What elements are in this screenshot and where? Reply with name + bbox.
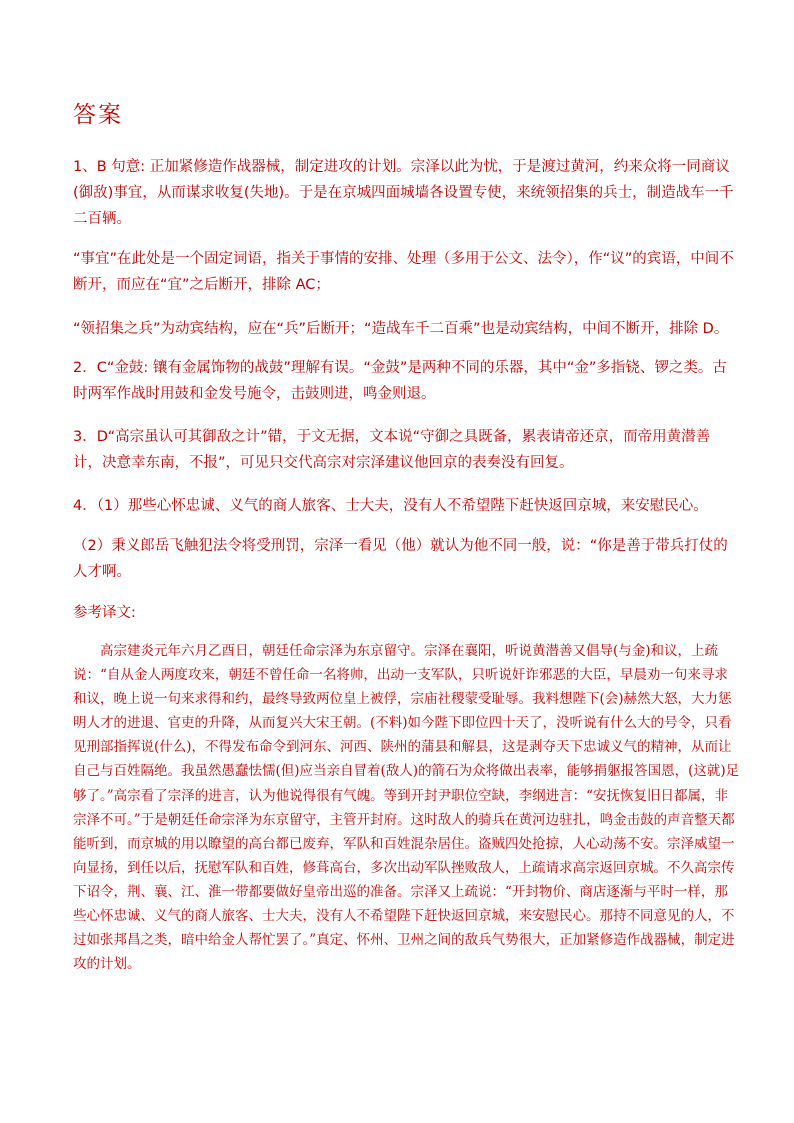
answer-paragraph-2: “事宜”在此处是一个固定词语，指关于事情的安排、处理（多用于公文、法令），作“议”的宾语，中间不断开，而应在“宜”之后断开，排除 AC； — [73, 251, 734, 293]
reference-translation-label: 参考译文: — [73, 605, 136, 621]
answer-paragraph-3: “领招集之兵”为动宾结构，应在“兵”后断开；“造战车千二百乘”也是动宾结构，中间不断开，排除 D。 — [73, 321, 729, 337]
answer-paragraph-7: （2）秉义郎岳飞触犯法令将受刑罚，宗泽一看见（他）就认为他不同一般，说：“你是善于带兵打仗的人才啊。 — [73, 538, 728, 580]
answer-paragraph-4: 2．C“金鼓: 镶有金属饰物的战鼓”理解有误。“金鼓”是两种不同的乐器，其中“金”多指铙、锣之类。古时两军作战时用鼓和金发号施令，击鼓则进，鸣金则退。 — [73, 360, 727, 402]
page-title: 答案 — [73, 102, 123, 128]
answer-paragraph-6: 4．（1）那些心怀忠诚、义气的商人旅客、士大夫，没有人不希望陛下赶快返回京城，来安慰民心。 — [73, 498, 708, 514]
answer-paragraph-5: 3．D“高宗虽认可其御敌之计”错，于文无据，文本说“守御之具既备，累表请帝还京，而帝用黄潜善计，决意幸东南，不报”，可见只交代高宗对宗泽建议他回京的表奏没有回复。 — [73, 429, 711, 471]
answer-paragraph-1: 1、B 句意: 正加紧修造作战器械，制定进攻的计划。宗泽以此为忧，于是渡过黄河，约来众将一同商议(御敌)事宜，从而谋求收复(失地)。于是在京城四面城墙各设置专使，来统领招集的兵士，制造战车一千二百辆。 — [73, 159, 734, 227]
reference-translation-text: 高宗建炎元年六月乙酉日，朝廷任命宗泽为东京留守。宗泽在襄阳，听说黄潜善又倡导(与金)和议，上疏说：“自从金人两度攻来，朝廷不曾任命一名将帅，出动一支军队，只听说奸诈邪恶的大臣，早晨劝一句来寻求和议，晚上说一句来求得和约，最终导致两位皇上被俘，宗庙社稷蒙受耻辱。我料想陛下(会)赫然大怒，大力惩明人才的进退、官吏的升降，从而复兴大宋王朝。(不料)如今陛下即位四十天了，没听说有什么大的号令，只看见刑部指挥说(什么)，不得发布命令到河东、河西、陕州的蒲县和解县，这是剥夺天下忠诚义气的精神，从而让自己与百姓隔绝。我虽然愚蠢怯懦(但)应当亲自冒着(敌人)的箭石为众将做出表率，能够捐躯报答国恩，(这就)足够了。”高宗看了宗泽的进言，认为他说得很有气魄。等到开封尹职位空缺，李纲进言：“安抚恢复旧日都属，非宗泽不可。”于是朝廷任命宗泽为东京留守，主管开封府。这时敌人的骑兵在黄河边驻扎，鸣金击鼓的声音整天都能听到，而京城的用以瞭望的高台都已废弃，军队和百姓混杂居住。盗贼四处抢掠，人心动荡不安。宗泽威望一向显扬，到任以后，抚慰军队和百姓，修葺高台，多次出动军队挫败敌人，上疏请求高宗返回京城。不久高宗传下诏令，荆、襄、江、淮一带都要做好皇帝出巡的准备。宗泽又上疏说：“开封物价、商店逐渐与平时一样，那些心怀忠诚、义气的商人旅客、士大夫，没有人不希望陛下赶快返回京城，来安慰民心。那持不同意见的人，不过如张邦昌之类，暗中给金人帮忙罢了。”真定、怀州、卫州之间的敌兵气势很大，正加紧修造作战器械，制定进攻的计划。 — [73, 643, 740, 973]
